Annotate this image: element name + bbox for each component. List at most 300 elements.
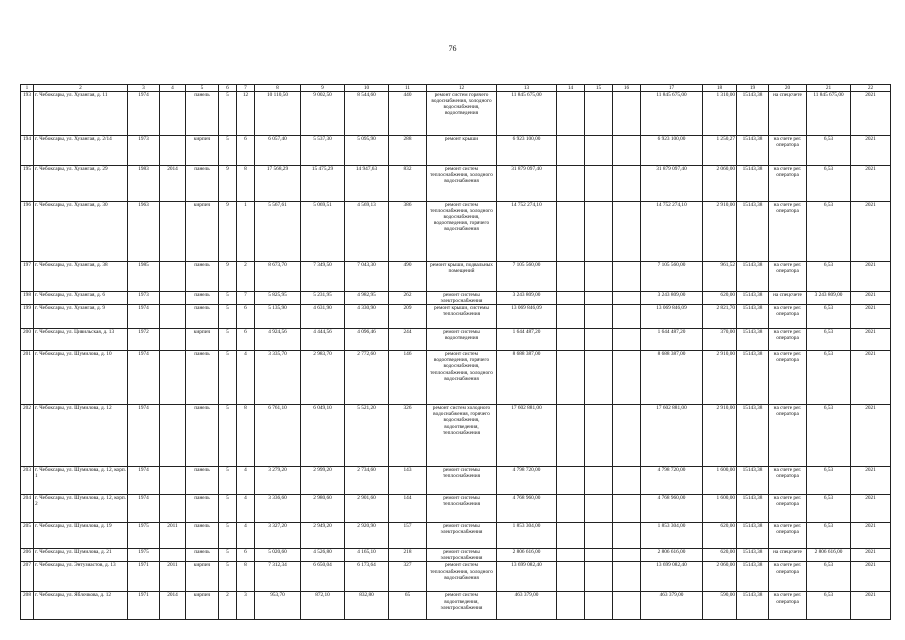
residents-cell: 326 (389, 405, 427, 467)
row-number: 208 (21, 592, 34, 620)
cost-cell-16 (613, 523, 641, 549)
reconstruction-year-cell: 2014 (160, 592, 186, 620)
residents-cell: 209 (389, 305, 427, 329)
cost-cell-14 (557, 523, 585, 549)
floors-cell: 5 (219, 467, 237, 495)
reconstruction-year-cell (160, 405, 186, 467)
address-cell: г. Чебоксары, ул. Хузангая, д. 2/14 (34, 136, 128, 166)
unit-cost-cell: 2 910,00 (703, 405, 737, 467)
wall-material-cell: панель (186, 166, 219, 202)
residents-cell: 146 (389, 351, 427, 405)
row-number: 200 (21, 329, 34, 351)
wall-material-cell: панель (186, 405, 219, 467)
fund-amount-cell: 6,53 (807, 405, 851, 467)
work-type-cell: ремонт крыши (427, 136, 497, 166)
max-unit-cost-cell: 15143,38 (737, 305, 769, 329)
column-number-6: 6 (219, 85, 237, 92)
address-cell: г. Чебоксары, ул. Энтузиастов, д. 13 (34, 562, 128, 592)
max-unit-cost-cell: 15143,38 (737, 562, 769, 592)
plan-year-cell: 2021 (851, 92, 891, 136)
cost-cell-16 (613, 136, 641, 166)
owner-funds-cell: 463 379,00 (641, 592, 703, 620)
work-type-cell: ремонт систем теплоснабжения, холодного водоснабжения (427, 166, 497, 202)
plan-year-cell: 2021 (851, 549, 891, 562)
cost-cell-16 (613, 592, 641, 620)
max-unit-cost-cell: 15143,38 (737, 495, 769, 523)
column-number-4: 4 (160, 85, 186, 92)
total-cost-cell: 8 688 387,00 (497, 351, 557, 405)
address-cell: г. Чебоксары, ул. Цивильская, д. 13 (34, 329, 128, 351)
max-unit-cost-cell: 15143,38 (737, 351, 769, 405)
wall-material-cell: панель (186, 523, 219, 549)
residents-cell: 386 (389, 202, 427, 262)
table-row (21, 467, 891, 495)
living-area-cell: 2 949,20 (301, 523, 345, 549)
total-area-cell: 6 761,10 (255, 405, 301, 467)
max-unit-cost-cell: 15143,38 (737, 523, 769, 549)
plan-year-cell: 2021 (851, 329, 891, 351)
build-year-cell: 1971 (128, 592, 160, 620)
private-area-cell: 4 165,10 (345, 549, 389, 562)
cost-cell-14 (557, 166, 585, 202)
column-number-2: 2 (34, 85, 128, 92)
reconstruction-year-cell: 2014 (160, 166, 186, 202)
fund-amount-cell: 6,53 (807, 329, 851, 351)
build-year-cell: 1974 (128, 305, 160, 329)
cost-cell-14 (557, 351, 585, 405)
column-number-3: 3 (128, 85, 160, 92)
row-number: 207 (21, 562, 34, 592)
column-number-5: 5 (186, 85, 219, 92)
unit-cost-cell: 1 310,00 (703, 92, 737, 136)
table-row (21, 562, 891, 592)
cost-cell-16 (613, 329, 641, 351)
cost-cell-16 (613, 405, 641, 467)
table-row (21, 92, 891, 136)
work-type-cell: ремонт систем горячего водоснабжения, холодного водоснабжения, водоотведения (427, 92, 497, 136)
build-year-cell: 1973 (128, 136, 160, 166)
table-row (21, 495, 891, 523)
owner-funds-cell: 13 699 082,40 (641, 562, 703, 592)
entrances-cell: 4 (237, 523, 255, 549)
cost-cell-14 (557, 495, 585, 523)
private-area-cell: 5 521,20 (345, 405, 389, 467)
build-year-cell: 1973 (128, 292, 160, 305)
cost-cell-15 (585, 523, 613, 549)
total-area-cell: 6 057,40 (255, 136, 301, 166)
total-area-cell: 5 020,60 (255, 549, 301, 562)
build-year-cell: 1974 (128, 405, 160, 467)
fund-method-cell: на счете рег. оператора (769, 495, 807, 523)
residents-cell: 832 (389, 166, 427, 202)
owner-funds-cell: 1 853 304,00 (641, 523, 703, 549)
floors-cell: 5 (219, 136, 237, 166)
work-type-cell: ремонт системы электроснабжения (427, 292, 497, 305)
build-year-cell: 1985 (128, 262, 160, 292)
reconstruction-year-cell (160, 329, 186, 351)
total-cost-cell: 14 752 274,10 (497, 202, 557, 262)
table-row (21, 292, 891, 305)
work-type-cell: ремонт системы электроснабжения (427, 549, 497, 562)
column-number-7: 7 (237, 85, 255, 92)
living-area-cell: 4 444,56 (301, 329, 345, 351)
total-cost-cell: 4 768 960,00 (497, 495, 557, 523)
column-number-11: 11 (389, 85, 427, 92)
max-unit-cost-cell: 15143,38 (737, 405, 769, 467)
private-area-cell: 2 772,60 (345, 351, 389, 405)
total-area-cell: 953,70 (255, 592, 301, 620)
private-area-cell: 2 920,90 (345, 523, 389, 549)
entrances-cell: 6 (237, 305, 255, 329)
fund-amount-cell: 6,53 (807, 351, 851, 405)
wall-material-cell: панель (186, 262, 219, 292)
entrances-cell: 6 (237, 329, 255, 351)
unit-cost-cell: 370,00 (703, 329, 737, 351)
work-type-cell: ремонт системы электроснабжения (427, 523, 497, 549)
fund-amount-cell: 2 806 616,00 (807, 549, 851, 562)
cost-cell-14 (557, 549, 585, 562)
unit-cost-cell: 620,00 (703, 549, 737, 562)
residents-cell: 490 (389, 262, 427, 292)
plan-year-cell: 2021 (851, 495, 891, 523)
fund-method-cell: на счете рег. оператора (769, 592, 807, 620)
work-type-cell: ремонт крыши, подвальных помещений (427, 262, 497, 292)
max-unit-cost-cell: 15143,38 (737, 549, 769, 562)
entrances-cell: 7 (237, 292, 255, 305)
reconstruction-year-cell (160, 549, 186, 562)
column-number-10: 10 (345, 85, 389, 92)
column-number-14: 14 (557, 85, 585, 92)
work-type-cell: ремонт системы теплоснабжения (427, 495, 497, 523)
address-cell: г. Чебоксары, ул. Шумилова, д. 21 (34, 549, 128, 562)
private-area-cell: 8 544,60 (345, 92, 389, 136)
private-area-cell: 2 734,60 (345, 467, 389, 495)
max-unit-cost-cell: 15143,38 (737, 92, 769, 136)
private-area-cell: 4 096,46 (345, 329, 389, 351)
row-number: 193 (21, 92, 34, 136)
private-area-cell: 4 330,90 (345, 305, 389, 329)
owner-funds-cell: 11 845 675,00 (641, 92, 703, 136)
wall-material-cell: кирпич (186, 562, 219, 592)
floors-cell: 5 (219, 351, 237, 405)
max-unit-cost-cell: 15143,38 (737, 292, 769, 305)
residents-cell: 262 (389, 292, 427, 305)
plan-year-cell: 2021 (851, 592, 891, 620)
column-number-13: 13 (497, 85, 557, 92)
cost-cell-15 (585, 495, 613, 523)
residents-cell: 157 (389, 523, 427, 549)
cost-cell-14 (557, 405, 585, 467)
build-year-cell: 1972 (128, 329, 160, 351)
cost-cell-15 (585, 562, 613, 592)
unit-cost-cell: 2 060,00 (703, 562, 737, 592)
owner-funds-cell: 8 688 387,00 (641, 351, 703, 405)
reconstruction-year-cell (160, 305, 186, 329)
total-area-cell: 5 825,95 (255, 292, 301, 305)
cost-cell-14 (557, 136, 585, 166)
floors-cell: 9 (219, 262, 237, 292)
wall-material-cell: кирпич (186, 136, 219, 166)
residents-cell: 144 (389, 495, 427, 523)
cost-cell-16 (613, 467, 641, 495)
total-cost-cell: 1 644 487,20 (497, 329, 557, 351)
page-number: 76 (448, 44, 457, 53)
table-row (21, 405, 891, 467)
cost-cell-15 (585, 136, 613, 166)
unit-cost-cell: 1 250,27 (703, 136, 737, 166)
owner-funds-cell: 6 923 100,00 (641, 136, 703, 166)
fund-amount-cell: 6,53 (807, 467, 851, 495)
fund-method-cell: на спецсчете (769, 549, 807, 562)
cost-cell-15 (585, 351, 613, 405)
column-number-15: 15 (585, 85, 613, 92)
work-type-cell: ремонт систем водоотведения, электроснабжения (427, 592, 497, 620)
cost-cell-15 (585, 592, 613, 620)
total-area-cell: 3 327,20 (255, 523, 301, 549)
owner-funds-cell: 4 768 960,00 (641, 495, 703, 523)
plan-year-cell: 2021 (851, 523, 891, 549)
residents-cell: 218 (389, 549, 427, 562)
address-cell: г. Чебоксары, ул. Шумилова, д. 12, корп. 2 (34, 495, 128, 523)
entrances-cell: 6 (237, 549, 255, 562)
residents-cell: 65 (389, 592, 427, 620)
living-area-cell: 5 069,51 (301, 202, 345, 262)
fund-amount-cell: 6,53 (807, 305, 851, 329)
column-number-18: 18 (703, 85, 737, 92)
work-type-cell: ремонт системы водоотведения (427, 329, 497, 351)
cost-cell-15 (585, 467, 613, 495)
row-number: 205 (21, 523, 34, 549)
address-cell: г. Чебоксары, ул. Хузангая, д. 6 (34, 292, 128, 305)
table-row (21, 329, 891, 351)
entrances-cell: 8 (237, 166, 255, 202)
fund-method-cell: на счете рег. оператора (769, 351, 807, 405)
owner-funds-cell: 14 752 274,10 (641, 202, 703, 262)
cost-cell-16 (613, 549, 641, 562)
entrances-cell: 4 (237, 495, 255, 523)
living-area-cell: 7 349,50 (301, 262, 345, 292)
total-cost-cell: 31 879 097,40 (497, 166, 557, 202)
fund-method-cell: на счете рег. оператора (769, 329, 807, 351)
entrances-cell: 3 (237, 592, 255, 620)
build-year-cell: 1975 (128, 549, 160, 562)
column-number-20: 20 (769, 85, 807, 92)
unit-cost-cell: 1 600,00 (703, 495, 737, 523)
entrances-cell: 6 (237, 136, 255, 166)
address-cell: г. Чебоксары, ул. Шумилова, д. 12 (34, 405, 128, 467)
cost-cell-14 (557, 305, 585, 329)
fund-amount-cell: 6,53 (807, 523, 851, 549)
capital-repair-table (20, 84, 891, 620)
reconstruction-year-cell (160, 92, 186, 136)
build-year-cell: 1983 (128, 166, 160, 202)
entrances-cell: 4 (237, 467, 255, 495)
total-cost-cell: 1 853 304,00 (497, 523, 557, 549)
floors-cell: 5 (219, 562, 237, 592)
max-unit-cost-cell: 15143,38 (737, 202, 769, 262)
wall-material-cell: кирпич (186, 202, 219, 262)
total-area-cell: 3 336,60 (255, 495, 301, 523)
cost-cell-15 (585, 202, 613, 262)
total-area-cell: 8 673,70 (255, 262, 301, 292)
reconstruction-year-cell (160, 495, 186, 523)
cost-cell-15 (585, 262, 613, 292)
max-unit-cost-cell: 15143,38 (737, 467, 769, 495)
unit-cost-cell: 2 910,00 (703, 351, 737, 405)
total-cost-cell: 11 845 675,00 (497, 92, 557, 136)
unit-cost-cell: 590,00 (703, 592, 737, 620)
max-unit-cost-cell: 15143,38 (737, 166, 769, 202)
fund-method-cell: на счете рег. оператора (769, 305, 807, 329)
total-cost-cell: 463 379,00 (497, 592, 557, 620)
work-type-cell: ремонт крыши, системы теплоснабжения (427, 305, 497, 329)
floors-cell: 5 (219, 405, 237, 467)
floors-cell: 5 (219, 549, 237, 562)
address-cell: г. Чебоксары, ул. Шумилова, д. 12, корп. 1 (34, 467, 128, 495)
entrances-cell: 2 (237, 262, 255, 292)
column-number-22: 22 (851, 85, 891, 92)
wall-material-cell: панель (186, 495, 219, 523)
living-area-cell: 4 526,80 (301, 549, 345, 562)
fund-amount-cell: 6,53 (807, 202, 851, 262)
cost-cell-14 (557, 467, 585, 495)
fund-method-cell: на счете рег. оператора (769, 523, 807, 549)
fund-method-cell: на счете рег. оператора (769, 467, 807, 495)
residents-cell: 244 (389, 329, 427, 351)
unit-cost-cell: 961,52 (703, 262, 737, 292)
cost-cell-15 (585, 405, 613, 467)
owner-funds-cell: 4 798 720,00 (641, 467, 703, 495)
cost-cell-14 (557, 562, 585, 592)
reconstruction-year-cell (160, 202, 186, 262)
reconstruction-year-cell (160, 467, 186, 495)
floors-cell: 5 (219, 329, 237, 351)
column-number-row (21, 85, 891, 92)
build-year-cell: 1974 (128, 351, 160, 405)
owner-funds-cell: 1 644 487,20 (641, 329, 703, 351)
total-area-cell: 5 135,90 (255, 305, 301, 329)
reconstruction-year-cell (160, 351, 186, 405)
row-number: 198 (21, 292, 34, 305)
cost-cell-15 (585, 305, 613, 329)
residents-cell: 143 (389, 467, 427, 495)
address-cell: г. Чебоксары, ул. Хузангая, д. 9 (34, 305, 128, 329)
living-area-cell: 872,10 (301, 592, 345, 620)
floors-cell: 5 (219, 495, 237, 523)
fund-method-cell: на счете рег. оператора (769, 262, 807, 292)
cost-cell-15 (585, 92, 613, 136)
table-row (21, 262, 891, 292)
plan-year-cell: 2021 (851, 136, 891, 166)
living-area-cell: 2 999,20 (301, 467, 345, 495)
living-area-cell: 4 631,90 (301, 305, 345, 329)
table-row (21, 523, 891, 549)
cost-cell-16 (613, 495, 641, 523)
column-number-9: 9 (301, 85, 345, 92)
column-number-21: 21 (807, 85, 851, 92)
fund-method-cell: на счете рег. оператора (769, 202, 807, 262)
owner-funds-cell: 13 069 846,09 (641, 305, 703, 329)
address-cell: г. Чебоксары, ул. Хузангая, д. 29 (34, 166, 128, 202)
address-cell: г. Чебоксары, ул. Хузангая, д. 30 (34, 202, 128, 262)
fund-method-cell: на счете рег. оператора (769, 166, 807, 202)
living-area-cell: 2 980,60 (301, 495, 345, 523)
entrances-cell: 12 (237, 92, 255, 136)
floors-cell: 5 (219, 523, 237, 549)
table-row (21, 549, 891, 562)
row-number: 201 (21, 351, 34, 405)
wall-material-cell: панель (186, 92, 219, 136)
total-area-cell: 7 312,34 (255, 562, 301, 592)
cost-cell-16 (613, 351, 641, 405)
build-year-cell: 1963 (128, 202, 160, 262)
floors-cell: 5 (219, 292, 237, 305)
plan-year-cell: 2021 (851, 351, 891, 405)
fund-amount-cell: 6,53 (807, 495, 851, 523)
owner-funds-cell: 7 105 560,00 (641, 262, 703, 292)
max-unit-cost-cell: 15143,38 (737, 329, 769, 351)
column-number-12: 12 (427, 85, 497, 92)
unit-cost-cell: 620,00 (703, 523, 737, 549)
living-area-cell: 6 049,10 (301, 405, 345, 467)
unit-cost-cell: 1 600,00 (703, 467, 737, 495)
build-year-cell: 1974 (128, 495, 160, 523)
cost-cell-16 (613, 166, 641, 202)
entrances-cell: 4 (237, 351, 255, 405)
table-row (21, 351, 891, 405)
wall-material-cell: панель (186, 467, 219, 495)
wall-material-cell: кирпич (186, 329, 219, 351)
reconstruction-year-cell (160, 262, 186, 292)
total-area-cell: 3 335,70 (255, 351, 301, 405)
owner-funds-cell: 31 879 097,40 (641, 166, 703, 202)
row-number: 202 (21, 405, 34, 467)
total-area-cell: 10 110,50 (255, 92, 301, 136)
unit-cost-cell: 2 821,70 (703, 305, 737, 329)
table-row (21, 592, 891, 620)
plan-year-cell: 2021 (851, 562, 891, 592)
total-area-cell: 4 924,56 (255, 329, 301, 351)
reconstruction-year-cell (160, 136, 186, 166)
reconstruction-year-cell (160, 292, 186, 305)
private-area-cell: 4 569,13 (345, 202, 389, 262)
living-area-cell: 2 983,70 (301, 351, 345, 405)
build-year-cell: 1975 (128, 523, 160, 549)
fund-method-cell: на счете рег. оператора (769, 136, 807, 166)
private-area-cell: 7 043,30 (345, 262, 389, 292)
fund-method-cell: на счете рег. оператора (769, 562, 807, 592)
floors-cell: 5 (219, 305, 237, 329)
row-number: 197 (21, 262, 34, 292)
address-cell: г. Чебоксары, ул. Хузангая, д. 11 (34, 92, 128, 136)
fund-method-cell: на счете рег. оператора (769, 405, 807, 467)
cost-cell-16 (613, 92, 641, 136)
residents-cell: 440 (389, 92, 427, 136)
cost-cell-16 (613, 262, 641, 292)
cost-cell-15 (585, 549, 613, 562)
reconstruction-year-cell: 2011 (160, 523, 186, 549)
fund-amount-cell: 6,53 (807, 562, 851, 592)
work-type-cell: ремонт систем холодного водоснабжения, горячего водоснабжения, водоотведения, теплоснабжения (427, 405, 497, 467)
address-cell: г. Чебоксары, ул. Шумилова, д. 10 (34, 351, 128, 405)
unit-cost-cell: 2 060,00 (703, 166, 737, 202)
unit-cost-cell: 620,00 (703, 292, 737, 305)
floors-cell: 2 (219, 592, 237, 620)
column-number-8: 8 (255, 85, 301, 92)
private-area-cell: 4 982,95 (345, 292, 389, 305)
fund-amount-cell: 6,53 (807, 166, 851, 202)
owner-funds-cell: 17 602 881,00 (641, 405, 703, 467)
